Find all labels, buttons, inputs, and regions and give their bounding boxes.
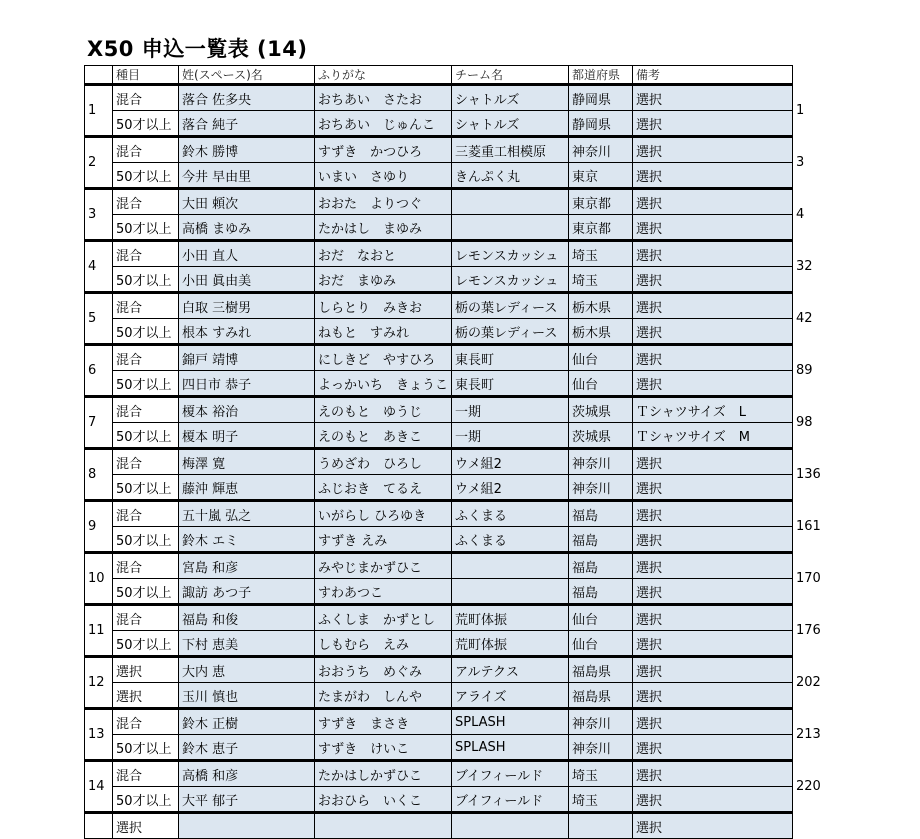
entry-number: 12 bbox=[85, 657, 113, 709]
kana-cell[interactable]: すずき えみ bbox=[315, 527, 452, 553]
team-cell[interactable]: 一期 bbox=[452, 423, 569, 449]
kana-cell[interactable]: ふじおき てるえ bbox=[315, 475, 452, 501]
event-cell[interactable]: 50才以上 bbox=[113, 267, 179, 293]
table-row bbox=[85, 631, 849, 657]
header-note: 備考 bbox=[633, 66, 793, 85]
header-team: チーム名 bbox=[452, 66, 569, 85]
pref-cell[interactable]: 福島 bbox=[569, 579, 633, 605]
team-cell[interactable]: 東長町 bbox=[452, 345, 569, 371]
kana-cell[interactable]: おおひら いくこ bbox=[315, 787, 452, 813]
event-cell[interactable]: 50才以上 bbox=[113, 475, 179, 501]
table-row bbox=[85, 735, 849, 761]
table-row bbox=[85, 345, 849, 371]
entry-number: 13 bbox=[85, 709, 113, 761]
event-cell[interactable]: 選択 bbox=[113, 683, 179, 709]
kana-cell[interactable]: たかはし まゆみ bbox=[315, 215, 452, 241]
kana-cell[interactable]: すわあつこ bbox=[315, 579, 452, 605]
pref-cell[interactable] bbox=[569, 813, 633, 839]
kana-cell[interactable]: ねもと すみれ bbox=[315, 319, 452, 345]
table-row bbox=[85, 501, 849, 527]
event-cell[interactable]: 50才以上 bbox=[113, 319, 179, 345]
team-cell[interactable]: ウメ組2 bbox=[452, 449, 569, 475]
page-title: X50 申込一覧表 (14) bbox=[87, 37, 308, 61]
name-cell[interactable]: 鈴木 勝博 bbox=[179, 137, 315, 163]
pref-cell[interactable]: 仙台 bbox=[569, 345, 633, 371]
name-cell[interactable]: 玉川 慎也 bbox=[179, 683, 315, 709]
team-cell[interactable]: シャトルズ bbox=[452, 111, 569, 137]
table-row bbox=[85, 449, 849, 475]
pref-cell[interactable]: 静岡県 bbox=[569, 111, 633, 137]
event-cell[interactable]: 50才以上 bbox=[113, 579, 179, 605]
rank-number: 32 bbox=[793, 241, 849, 293]
kana-cell[interactable]: ふくしま かずとし bbox=[315, 605, 452, 631]
name-cell[interactable]: 今井 早由里 bbox=[179, 163, 315, 189]
note-cell[interactable]: 選択 bbox=[633, 657, 793, 683]
kana-cell[interactable]: おだ なおと bbox=[315, 241, 452, 267]
header-no bbox=[85, 66, 113, 85]
entry-number bbox=[85, 813, 113, 839]
event-cell[interactable]: 選択 bbox=[113, 657, 179, 683]
entry-number: 5 bbox=[85, 293, 113, 345]
name-cell[interactable]: 鈴木 エミ bbox=[179, 527, 315, 553]
note-cell[interactable]: 選択 bbox=[633, 371, 793, 397]
event-cell[interactable]: 混合 bbox=[113, 605, 179, 631]
pref-cell[interactable]: 福島県 bbox=[569, 657, 633, 683]
table-row bbox=[85, 293, 849, 319]
name-cell[interactable]: 福島 和俊 bbox=[179, 605, 315, 631]
name-cell[interactable]: 五十嵐 弘之 bbox=[179, 501, 315, 527]
name-cell[interactable]: 小田 眞由美 bbox=[179, 267, 315, 293]
kana-cell[interactable]: しもむら えみ bbox=[315, 631, 452, 657]
pref-cell[interactable]: 埼玉 bbox=[569, 787, 633, 813]
pref-cell[interactable]: 栃木県 bbox=[569, 319, 633, 345]
rank-number: 213 bbox=[793, 709, 849, 761]
name-cell[interactable]: 大内 恵 bbox=[179, 657, 315, 683]
rank-number: 1 bbox=[793, 85, 849, 137]
pref-cell[interactable]: 静岡県 bbox=[569, 85, 633, 111]
header-kana: ふりがな bbox=[315, 66, 452, 85]
team-cell[interactable]: ブイフィールド bbox=[452, 787, 569, 813]
name-cell[interactable]: 下村 恵美 bbox=[179, 631, 315, 657]
note-cell[interactable]: 選択 bbox=[633, 501, 793, 527]
kana-cell[interactable]: おだ まゆみ bbox=[315, 267, 452, 293]
note-cell[interactable]: 選択 bbox=[633, 735, 793, 761]
note-cell[interactable]: 選択 bbox=[633, 475, 793, 501]
rank-number: 98 bbox=[793, 397, 849, 449]
kana-cell[interactable]: いまい さゆり bbox=[315, 163, 452, 189]
name-cell[interactable] bbox=[179, 813, 315, 839]
entry-number: 6 bbox=[85, 345, 113, 397]
team-cell[interactable]: 栃の葉レディース bbox=[452, 319, 569, 345]
pref-cell[interactable]: 茨城県 bbox=[569, 423, 633, 449]
entry-number: 11 bbox=[85, 605, 113, 657]
note-cell[interactable]: 選択 bbox=[633, 345, 793, 371]
note-cell[interactable]: 選択 bbox=[633, 137, 793, 163]
pref-cell[interactable]: 福島 bbox=[569, 501, 633, 527]
entry-number: 7 bbox=[85, 397, 113, 449]
pref-cell[interactable]: 神奈川 bbox=[569, 449, 633, 475]
pref-cell[interactable]: 神奈川 bbox=[569, 735, 633, 761]
table-row bbox=[85, 137, 849, 163]
pref-cell[interactable]: 東京 bbox=[569, 163, 633, 189]
note-cell[interactable]: 選択 bbox=[633, 579, 793, 605]
table-row bbox=[85, 163, 849, 189]
note-cell[interactable]: 選択 bbox=[633, 631, 793, 657]
team-cell[interactable]: シャトルズ bbox=[452, 85, 569, 111]
header-event: 種目 bbox=[113, 66, 179, 85]
kana-cell[interactable]: たまがわ しんや bbox=[315, 683, 452, 709]
note-cell[interactable]: Ｔシャツサイズ M bbox=[633, 423, 793, 449]
event-cell[interactable]: 混合 bbox=[113, 709, 179, 735]
team-cell[interactable]: 東長町 bbox=[452, 371, 569, 397]
kana-cell[interactable]: すずき まさき bbox=[315, 709, 452, 735]
event-cell[interactable]: 50才以上 bbox=[113, 423, 179, 449]
entry-number: 8 bbox=[85, 449, 113, 501]
pref-cell[interactable]: 埼玉 bbox=[569, 241, 633, 267]
kana-cell[interactable]: おちあい じゅんこ bbox=[315, 111, 452, 137]
rank-number: 3 bbox=[793, 137, 849, 189]
name-cell[interactable]: 宮島 和彦 bbox=[179, 553, 315, 579]
name-cell[interactable]: 鈴木 正樹 bbox=[179, 709, 315, 735]
note-cell[interactable]: 選択 bbox=[633, 683, 793, 709]
team-cell[interactable]: 三菱重工相模原 bbox=[452, 137, 569, 163]
event-cell[interactable]: 50才以上 bbox=[113, 371, 179, 397]
table-row bbox=[85, 189, 849, 215]
kana-cell[interactable]: おちあい さたお bbox=[315, 85, 452, 111]
table-row bbox=[85, 397, 849, 423]
team-cell[interactable]: アルテクス bbox=[452, 657, 569, 683]
event-cell[interactable]: 50才以上 bbox=[113, 111, 179, 137]
event-cell[interactable]: 混合 bbox=[113, 345, 179, 371]
event-cell[interactable]: 混合 bbox=[113, 501, 179, 527]
name-cell[interactable]: 白取 三樹男 bbox=[179, 293, 315, 319]
name-cell[interactable]: 錦戸 靖博 bbox=[179, 345, 315, 371]
name-cell[interactable]: 大平 郁子 bbox=[179, 787, 315, 813]
kana-cell[interactable]: おおうち めぐみ bbox=[315, 657, 452, 683]
team-cell[interactable]: 荒町体振 bbox=[452, 605, 569, 631]
entry-number: 1 bbox=[85, 85, 113, 137]
name-cell[interactable]: 落合 純子 bbox=[179, 111, 315, 137]
pref-cell[interactable]: 福島 bbox=[569, 527, 633, 553]
name-cell[interactable]: 落合 佐多央 bbox=[179, 85, 315, 111]
pref-cell[interactable]: 埼玉 bbox=[569, 267, 633, 293]
table-row bbox=[85, 241, 849, 267]
rank-number: 42 bbox=[793, 293, 849, 345]
note-cell[interactable]: 選択 bbox=[633, 241, 793, 267]
pref-cell[interactable]: 福島県 bbox=[569, 683, 633, 709]
note-cell[interactable]: 選択 bbox=[633, 189, 793, 215]
header-name: 姓(スペース)名 bbox=[179, 66, 315, 85]
note-cell[interactable]: 選択 bbox=[633, 605, 793, 631]
table-row bbox=[85, 657, 849, 683]
rank-header bbox=[793, 66, 849, 85]
kana-cell[interactable]: すずき かつひろ bbox=[315, 137, 452, 163]
event-cell[interactable]: 50才以上 bbox=[113, 787, 179, 813]
note-cell[interactable]: 選択 bbox=[633, 553, 793, 579]
note-cell[interactable]: 選択 bbox=[633, 787, 793, 813]
kana-cell[interactable]: よっかいち きょうこ bbox=[315, 371, 452, 397]
pref-cell[interactable]: 神奈川 bbox=[569, 475, 633, 501]
event-cell[interactable]: 混合 bbox=[113, 189, 179, 215]
pref-cell[interactable]: 仙台 bbox=[569, 371, 633, 397]
event-cell[interactable]: 50才以上 bbox=[113, 631, 179, 657]
table-body bbox=[85, 85, 849, 839]
pref-cell[interactable]: 茨城県 bbox=[569, 397, 633, 423]
header-row bbox=[85, 66, 849, 85]
pref-cell[interactable]: 東京都 bbox=[569, 215, 633, 241]
name-cell[interactable]: 高橋 和彦 bbox=[179, 761, 315, 787]
table-row bbox=[85, 371, 849, 397]
event-cell[interactable]: 混合 bbox=[113, 137, 179, 163]
note-cell[interactable]: 選択 bbox=[633, 761, 793, 787]
pref-cell[interactable]: 仙台 bbox=[569, 605, 633, 631]
pref-cell[interactable]: 栃木県 bbox=[569, 293, 633, 319]
event-cell[interactable]: 50才以上 bbox=[113, 215, 179, 241]
rank-number bbox=[793, 813, 849, 839]
event-cell[interactable]: 混合 bbox=[113, 397, 179, 423]
name-cell[interactable]: 榎本 裕治 bbox=[179, 397, 315, 423]
event-cell[interactable]: 混合 bbox=[113, 85, 179, 111]
table-row bbox=[85, 527, 849, 553]
entry-number: 2 bbox=[85, 137, 113, 189]
event-cell[interactable]: 混合 bbox=[113, 293, 179, 319]
kana-cell[interactable]: にしきど やすひろ bbox=[315, 345, 452, 371]
table-row bbox=[85, 683, 849, 709]
team-cell[interactable]: アライズ bbox=[452, 683, 569, 709]
team-cell[interactable]: ふくまる bbox=[452, 501, 569, 527]
entry-number: 4 bbox=[85, 241, 113, 293]
note-cell[interactable]: 選択 bbox=[633, 293, 793, 319]
event-cell[interactable]: 選択 bbox=[113, 813, 179, 839]
kana-cell[interactable]: みやじまかずひこ bbox=[315, 553, 452, 579]
pref-cell[interactable]: 仙台 bbox=[569, 631, 633, 657]
team-cell[interactable] bbox=[452, 553, 569, 579]
name-cell[interactable]: 小田 直人 bbox=[179, 241, 315, 267]
note-cell[interactable]: 選択 bbox=[633, 111, 793, 137]
team-cell[interactable]: SPLASH bbox=[452, 735, 569, 761]
rank-number: 170 bbox=[793, 553, 849, 605]
kana-cell[interactable]: えのもと ゆうじ bbox=[315, 397, 452, 423]
table-row bbox=[85, 423, 849, 449]
entry-number: 3 bbox=[85, 189, 113, 241]
team-cell[interactable]: ウメ組2 bbox=[452, 475, 569, 501]
team-cell[interactable] bbox=[452, 215, 569, 241]
event-cell[interactable]: 混合 bbox=[113, 553, 179, 579]
kana-cell[interactable]: すずき けいこ bbox=[315, 735, 452, 761]
entry-table bbox=[84, 65, 849, 839]
name-cell[interactable]: 四日市 恭子 bbox=[179, 371, 315, 397]
table-row bbox=[85, 319, 849, 345]
rank-number: 176 bbox=[793, 605, 849, 657]
team-cell[interactable]: レモンスカッシュ bbox=[452, 267, 569, 293]
rank-number: 136 bbox=[793, 449, 849, 501]
team-cell[interactable] bbox=[452, 813, 569, 839]
table-row bbox=[85, 85, 849, 111]
event-cell[interactable]: 混合 bbox=[113, 761, 179, 787]
entry-number: 14 bbox=[85, 761, 113, 813]
name-cell[interactable]: 根本 すみれ bbox=[179, 319, 315, 345]
team-cell[interactable]: ブイフィールド bbox=[452, 761, 569, 787]
team-cell[interactable]: きんぷく丸 bbox=[452, 163, 569, 189]
kana-cell[interactable]: えのもと あきこ bbox=[315, 423, 452, 449]
team-cell[interactable]: レモンスカッシュ bbox=[452, 241, 569, 267]
table-row bbox=[85, 215, 849, 241]
team-cell[interactable]: 栃の葉レディース bbox=[452, 293, 569, 319]
note-cell[interactable]: 選択 bbox=[633, 163, 793, 189]
name-cell[interactable]: 高橋 まゆみ bbox=[179, 215, 315, 241]
kana-cell[interactable]: うめざわ ひろし bbox=[315, 449, 452, 475]
name-cell[interactable]: 諏訪 あつ子 bbox=[179, 579, 315, 605]
note-cell[interactable]: 選択 bbox=[633, 319, 793, 345]
table-row bbox=[85, 267, 849, 293]
name-cell[interactable]: 鈴木 恵子 bbox=[179, 735, 315, 761]
name-cell[interactable]: 大田 頼次 bbox=[179, 189, 315, 215]
team-cell[interactable]: 一期 bbox=[452, 397, 569, 423]
pref-cell[interactable]: 埼玉 bbox=[569, 761, 633, 787]
table-row bbox=[85, 761, 849, 787]
team-cell[interactable]: ふくまる bbox=[452, 527, 569, 553]
rank-number: 161 bbox=[793, 501, 849, 553]
note-cell[interactable]: 選択 bbox=[633, 813, 793, 839]
note-cell[interactable]: 選択 bbox=[633, 85, 793, 111]
table-row bbox=[85, 553, 849, 579]
rank-number: 89 bbox=[793, 345, 849, 397]
kana-cell[interactable] bbox=[315, 813, 452, 839]
pref-cell[interactable]: 東京都 bbox=[569, 189, 633, 215]
header-pref: 都道府県 bbox=[569, 66, 633, 85]
event-cell[interactable]: 混合 bbox=[113, 449, 179, 475]
note-cell[interactable]: 選択 bbox=[633, 449, 793, 475]
rank-number: 202 bbox=[793, 657, 849, 709]
team-cell[interactable]: 荒町体振 bbox=[452, 631, 569, 657]
name-cell[interactable]: 榎本 明子 bbox=[179, 423, 315, 449]
table-row bbox=[85, 111, 849, 137]
kana-cell[interactable]: いがらし ひろゆき bbox=[315, 501, 452, 527]
name-cell[interactable]: 藤沖 輝恵 bbox=[179, 475, 315, 501]
rank-number: 4 bbox=[793, 189, 849, 241]
entry-number: 9 bbox=[85, 501, 113, 553]
note-cell[interactable]: Ｔシャツサイズ L bbox=[633, 397, 793, 423]
pref-cell[interactable]: 福島 bbox=[569, 553, 633, 579]
event-cell[interactable]: 50才以上 bbox=[113, 527, 179, 553]
team-cell[interactable] bbox=[452, 189, 569, 215]
note-cell[interactable]: 選択 bbox=[633, 267, 793, 293]
entry-number: 10 bbox=[85, 553, 113, 605]
event-cell[interactable]: 50才以上 bbox=[113, 163, 179, 189]
event-cell[interactable]: 50才以上 bbox=[113, 735, 179, 761]
team-cell[interactable] bbox=[452, 579, 569, 605]
table-row bbox=[85, 579, 849, 605]
table-row bbox=[85, 813, 849, 839]
kana-cell[interactable]: おおた よりつぐ bbox=[315, 189, 452, 215]
table-row bbox=[85, 475, 849, 501]
table-row bbox=[85, 709, 849, 735]
name-cell[interactable]: 梅澤 寛 bbox=[179, 449, 315, 475]
kana-cell[interactable]: しらとり みきお bbox=[315, 293, 452, 319]
event-cell[interactable]: 混合 bbox=[113, 241, 179, 267]
team-cell[interactable]: SPLASH bbox=[452, 709, 569, 735]
pref-cell[interactable]: 神奈川 bbox=[569, 709, 633, 735]
table-row bbox=[85, 605, 849, 631]
pref-cell[interactable]: 神奈川 bbox=[569, 137, 633, 163]
note-cell[interactable]: 選択 bbox=[633, 215, 793, 241]
rank-number: 220 bbox=[793, 761, 849, 813]
note-cell[interactable]: 選択 bbox=[633, 527, 793, 553]
kana-cell[interactable]: たかはしかずひこ bbox=[315, 761, 452, 787]
note-cell[interactable]: 選択 bbox=[633, 709, 793, 735]
